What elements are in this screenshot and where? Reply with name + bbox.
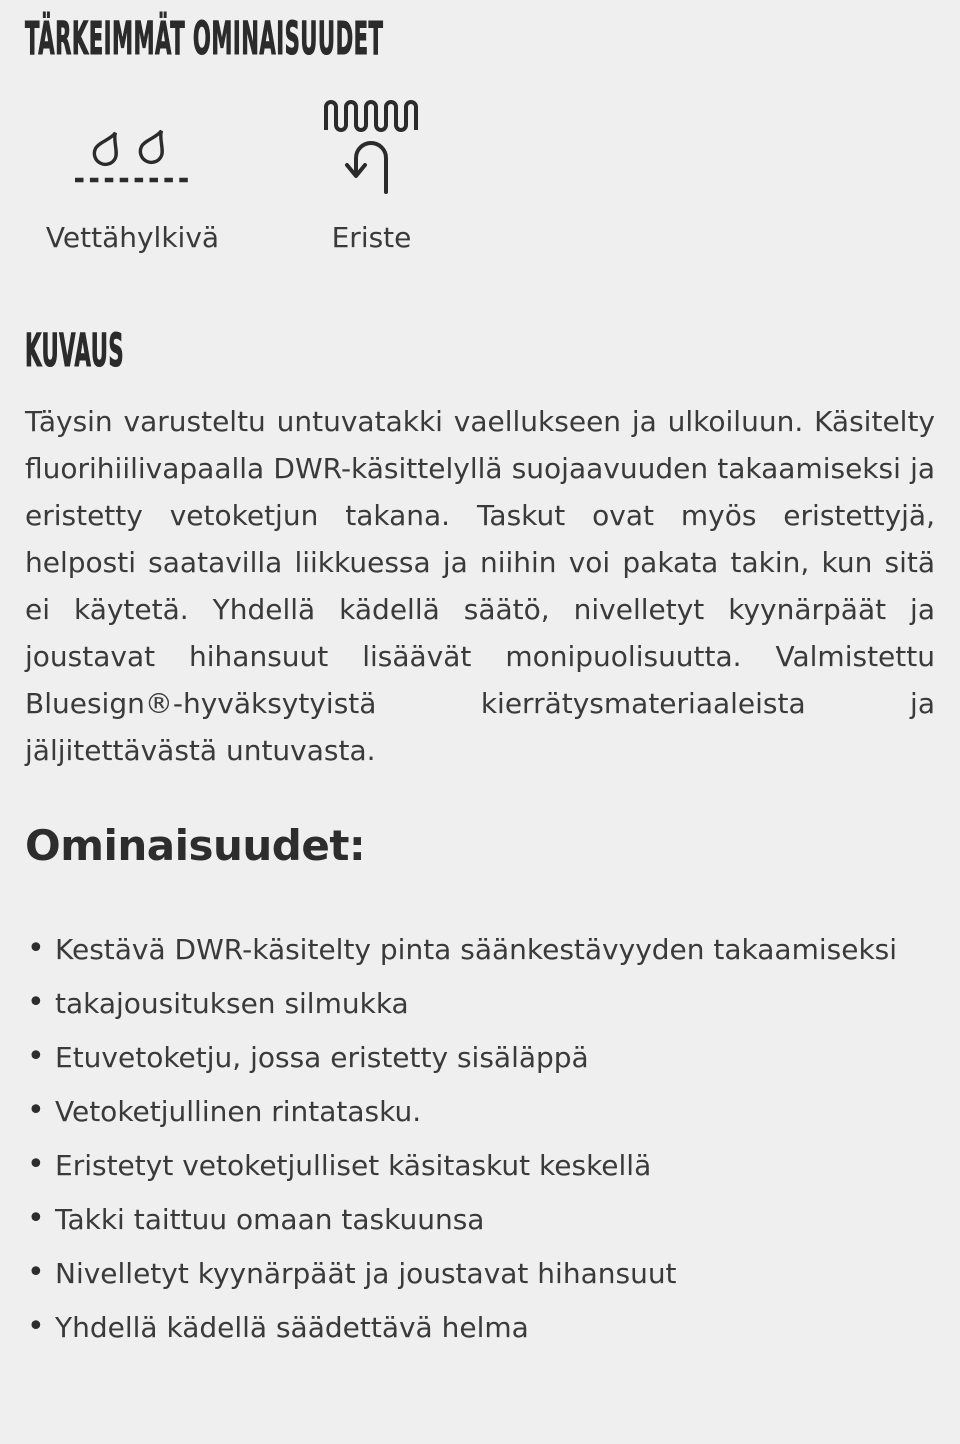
feature-list-item: • Yhdellä kädellä säädettävä helma (25, 1308, 935, 1348)
water-drops-icon (73, 96, 193, 196)
key-features-title: TÄRKEIMMÄT OMINAISUUDET (25, 12, 384, 65)
insulation-icon (324, 96, 420, 196)
feature-tile-label-insulation: Eriste (331, 221, 412, 254)
feature-list-item: • Eristetyt vetoketjulliset käsitaskut keskellä (25, 1146, 935, 1186)
feature-tile-label-water-repellent: Vettähylkivä (45, 221, 220, 254)
feature-list-item: • Vetoketjullinen rintatasku. (25, 1092, 935, 1132)
feature-tile-insulation (264, 96, 479, 258)
feature-list-item: • Takki taittuu omaan taskuunsa (25, 1200, 935, 1240)
key-features-section-header (25, 12, 935, 66)
description-title: KUVAUS (25, 324, 125, 377)
feature-tile-water-repellent (25, 96, 240, 258)
description-section-header (25, 324, 935, 378)
feature-list-item: • Etuvetoketju, jossa eristetty sisäläppä (25, 1038, 935, 1078)
features-list (25, 930, 935, 1348)
features-list-title: Ominaisuudet: (25, 821, 366, 870)
feature-list-item: • takajousituksen silmukka (25, 984, 935, 1024)
description-text: Täysin varusteltu untuvatakki vaellukseen ja ulkoiluun. Käsitelty fluorihiilivapaalla DWR-käsittelyllä suojaavuuden takaamiseksi ja eristetty vetoketjun takana. Taskut ovat myös eristettyjä, helposti saatavilla liikkuessa ja niihin voi pakata takin, kun sitä ei käytetä. Yhdellä kädellä säätö, nivelletyt kyynärpäät ja joustavat hihansuut lisäävät monipuolisuutta. Valmistettu Bluesign®-hyväksytyistä kierrätysmateriaaleista ja jäljitettävästä untuvasta. (25, 405, 935, 767)
key-features-row (25, 96, 935, 258)
feature-list-item: • Kestävä DWR-käsitelty pinta säänkestävyyden takaamiseksi (25, 930, 935, 970)
feature-list-item: • Nivelletyt kyynärpäät ja joustavat hihansuut (25, 1254, 935, 1294)
